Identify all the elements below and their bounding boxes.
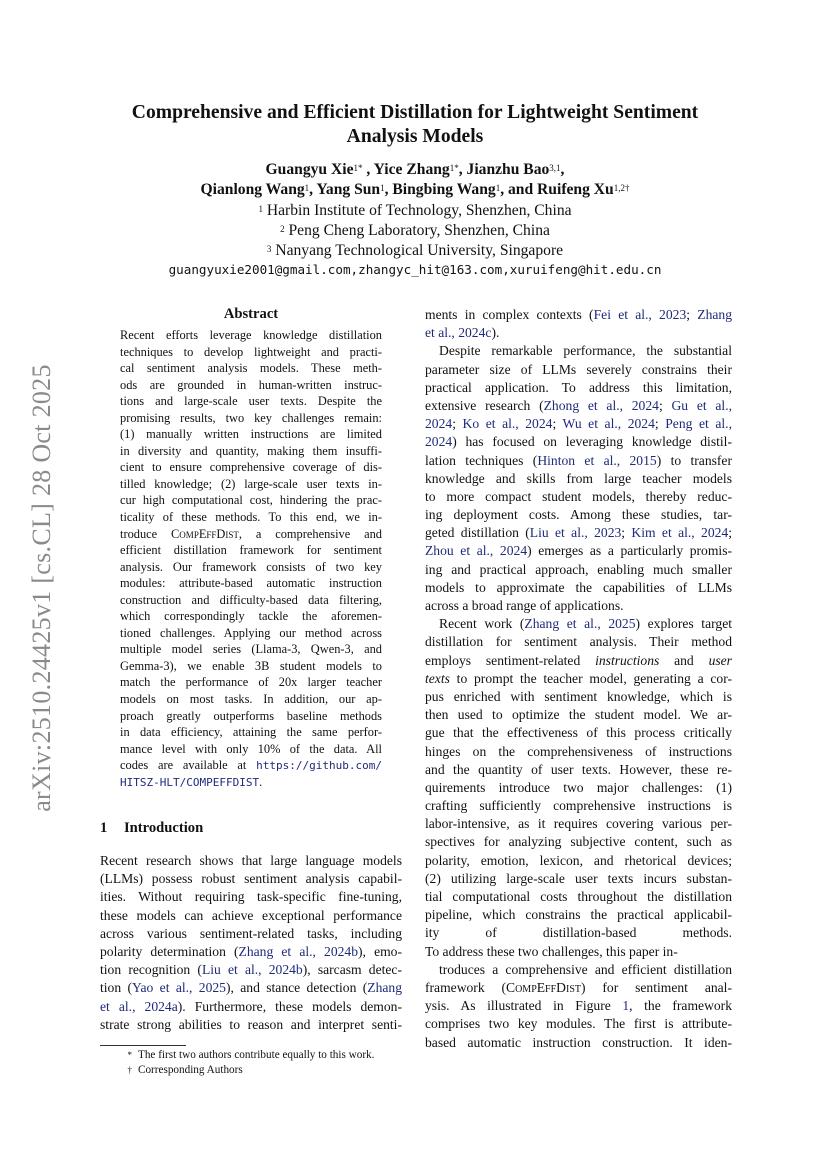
text-line (120, 592, 382, 609)
text-line (120, 641, 382, 658)
text-line (425, 852, 732, 870)
text-run: tion recognition ( (100, 962, 202, 978)
author-sep: , (560, 161, 565, 178)
footnote-text: The first two authors contribute equally to this work. (138, 1049, 375, 1061)
arxiv-stamp (22, 345, 62, 830)
text-line (425, 870, 732, 888)
text-line (100, 870, 402, 888)
footnote-rule (100, 1045, 186, 1046)
text-run: framework ( (425, 979, 507, 995)
text-line (120, 674, 382, 691)
text-run: analysis. Our framework consists of two key (120, 559, 382, 574)
section-title: Introduction (124, 820, 204, 836)
text-run: tial computational costs throughout the distillation (425, 889, 732, 904)
text-run: labor-intensive, as it requires covering various per- (425, 816, 732, 832)
method-name: CompEffDist (171, 526, 239, 541)
text-line (425, 633, 732, 651)
text-line (120, 526, 382, 543)
text-run: in diversity and quantity, making them insuffi- (120, 443, 382, 458)
citation-link[interactable]: Zhou et al., 2024 (425, 543, 528, 559)
citation-link[interactable]: Hinton et al., 2015 (537, 452, 657, 468)
text-line (120, 708, 382, 725)
text-run: crafting sufficiently comprehensive instructions is (425, 798, 732, 814)
text-run: polarity determination ( (100, 943, 239, 959)
text-line (120, 625, 382, 642)
abstract-body (120, 327, 382, 790)
text-line (120, 344, 382, 361)
text-run: tioned challenges. Applying our method across (120, 625, 382, 640)
text-run: ing and practical approach, enabling much smaller (425, 561, 732, 577)
text-run: polarity, emotion, lexicon, and rhetorical devices; (425, 852, 732, 868)
text-run: quirements introduce two major challenges: (1) (425, 779, 732, 795)
text-run: cal sentiment analysis models. These meth- (120, 361, 382, 376)
text-run: which correspondingly tackle the aforemen- (120, 609, 382, 624)
paper-title (100, 101, 730, 149)
text-line (425, 924, 732, 942)
text-line (120, 757, 382, 774)
text-run: ), sarcasm detec- (302, 962, 402, 978)
text-run: ; (686, 307, 698, 322)
author-line (100, 180, 730, 200)
text-line (120, 492, 382, 509)
author-list (100, 160, 730, 200)
text-line (425, 1034, 732, 1052)
author-sep: , (384, 181, 393, 198)
footnote (100, 1048, 402, 1063)
text-run: ; (621, 525, 632, 541)
text-run: these models can achieve exceptional performance (100, 907, 402, 923)
text-run: across a broad range of applications. (425, 598, 624, 613)
affiliation-mark: 1 (258, 204, 263, 214)
citation-link[interactable]: Zhang (697, 307, 732, 322)
citation-link[interactable]: Zhang (367, 980, 402, 996)
citation-link[interactable]: Liu et al., 2023 (529, 525, 622, 541)
text-run: proach greatly outperforms baseline methods (120, 708, 382, 723)
citation-link[interactable]: et al., 2024a (100, 998, 178, 1014)
emphasis: instructions (595, 652, 660, 668)
text-line (425, 433, 732, 451)
text-line (120, 741, 382, 758)
text-run: cient to ensure comprehensive coverage of dis- (120, 460, 382, 475)
text-run: Gemma-3), we enable 3B student models to (120, 658, 382, 673)
author-name: Guangyu Xie (265, 161, 354, 178)
text-run: (LLMs) possess robust sentiment analysis capabil- (100, 871, 402, 887)
text-line (425, 506, 732, 524)
text-run: construction and difficulty-based data filtering, (120, 592, 382, 607)
text-run: employs sentiment-related (425, 652, 596, 668)
text-line (425, 397, 732, 415)
text-line (120, 476, 382, 493)
text-line (425, 470, 732, 488)
affiliation-name: Peng Cheng Laboratory, Shenzhen, China (288, 222, 550, 240)
text-line (100, 907, 402, 925)
text-line (120, 724, 382, 741)
text-line (425, 779, 732, 797)
text-line (120, 691, 382, 708)
author-affil-mark: 1 (304, 183, 310, 193)
text-line (100, 998, 402, 1016)
author-name: Bingbing Wang (392, 181, 496, 198)
text-run: ). Furthermore, these models demon- (177, 998, 403, 1014)
text-run: codes are available at (120, 758, 257, 773)
text-run: ) explores target (635, 616, 732, 632)
text-line (425, 1015, 732, 1033)
text-line (425, 943, 732, 961)
text-line (425, 488, 732, 506)
text-line (425, 306, 732, 324)
citation-link[interactable]: Wu et al., 2024 (562, 416, 655, 432)
text-line (120, 393, 382, 410)
affiliation-mark: 2 (280, 224, 285, 235)
code-url-link[interactable]: https://github.com/ (256, 759, 382, 773)
emphasis: texts (425, 670, 450, 686)
citation-link[interactable]: Zhong et al., 2024 (543, 397, 659, 413)
citation-link[interactable]: 2024 (425, 434, 453, 450)
text-run: pus enriched with sentiment knowledge, which is (425, 688, 732, 704)
text-run: multiple model series (Llama-3, Qwen-3, and (120, 642, 382, 657)
affiliations (100, 201, 730, 262)
text-run: match the performance of 20x larger teacher (120, 675, 382, 690)
author-name: Yang Sun (316, 181, 381, 198)
citation-link[interactable]: 1 (622, 998, 630, 1014)
author-affil-mark: 1,2† (613, 183, 630, 193)
text-run: spectives for analyzing subjective content, such as (425, 834, 732, 850)
text-run: gue that the effectiveness of this process critically (425, 725, 732, 741)
affiliation (100, 241, 730, 261)
text-run: ; (552, 416, 563, 432)
text-run: based automatic instruction construction. It iden- (425, 1034, 732, 1050)
text-line (425, 561, 732, 579)
text-line (100, 852, 402, 870)
text-run: pipeline, which constrains the practical applicabil- (425, 907, 732, 923)
author-line (100, 160, 730, 180)
text-run: tion ( (100, 980, 133, 996)
text-line (120, 542, 382, 559)
affiliation (100, 201, 730, 221)
title-line: Analysis Models (346, 126, 484, 147)
text-line (425, 688, 732, 706)
text-line (100, 961, 402, 979)
author-sep: , (366, 161, 374, 178)
text-run: lation techniques ( (425, 452, 538, 468)
affiliation (100, 221, 730, 241)
text-run: efficient distillation framework for sentiment (120, 543, 382, 558)
text-run: Despite remarkable performance, the substantial (439, 343, 732, 359)
text-run: , a comprehensive and (238, 526, 382, 541)
text-line (425, 833, 732, 851)
text-line (100, 1016, 402, 1034)
text-line (425, 597, 732, 615)
text-run: ), and stance detection ( (225, 980, 368, 996)
text-line (425, 652, 732, 670)
footnote (100, 1063, 402, 1078)
text-run: , the framework (629, 998, 733, 1014)
text-run: and (659, 652, 709, 668)
citation-link[interactable]: Kim et al., 2024 (631, 525, 729, 541)
text-line (425, 452, 732, 470)
text-run: distillation for sentiment analysis. Their method (425, 634, 732, 650)
author-affil-mark: 1 (495, 183, 501, 193)
emphasis: user (708, 652, 732, 668)
text-run: troduce (120, 526, 172, 541)
citation-link[interactable]: Zhang et al., 2024b (238, 943, 359, 959)
text-line (120, 459, 382, 476)
text-run: troduces a comprehensive and efficient distillation (439, 961, 732, 977)
author-affil-mark: 1 (380, 183, 385, 193)
author-affil-mark: 1* (353, 163, 363, 173)
text-run: ; (452, 416, 463, 432)
text-run: To address these two challenges, this paper in- (425, 943, 678, 959)
abstract-heading: Abstract (223, 306, 279, 322)
text-run: ; (658, 397, 672, 413)
text-run: ). (491, 325, 500, 341)
text-run: models on most tasks. In addition, our ap- (120, 692, 382, 707)
text-run: Recent efforts leverage knowledge distillation (120, 328, 382, 342)
footnote-mark: * (127, 1050, 132, 1060)
text-run: (2) utilizing large-scale user texts incurs substan- (425, 870, 732, 886)
text-run: techniques to develop lightweight and practi- (120, 344, 382, 359)
citation-link[interactable]: Peng et al., (665, 416, 732, 432)
text-run: ity of distillation-based methods. (425, 925, 732, 941)
citation-link[interactable]: Gu et al., (671, 397, 732, 413)
affiliation-name: Nanyang Technological University, Singapore (275, 242, 564, 260)
text-line (425, 797, 732, 815)
text-line (425, 724, 732, 742)
text-run: tions and large-scale user texts. Despite the (120, 394, 382, 409)
text-run: ing deployment costs. Among these studies, tar- (425, 507, 732, 523)
text-run: cur high computational cost, hindering the prac- (120, 493, 382, 508)
text-run: hinges on the comprehensiveness of instructions (425, 743, 732, 759)
title-line: Comprehensive and Efficient Distillation for Lightweight Sentiment (131, 102, 699, 123)
section-heading-introduction (100, 820, 203, 837)
text-run: tilled knowledge; (2) large-scale user texts in- (120, 476, 382, 491)
text-line (120, 575, 382, 592)
text-line (100, 888, 402, 906)
author-sep: , (458, 161, 467, 178)
code-url-link[interactable]: HITSZ-HLT/COMPEFFDIST (120, 775, 260, 789)
method-name: CompEffDist (506, 979, 582, 995)
text-run: in data efficiency, attaining the same perfor- (120, 725, 382, 740)
text-line (120, 658, 382, 675)
text-line (120, 608, 382, 625)
text-run: ) emerges as a particularly promis- (527, 543, 733, 559)
text-run: practical application. To address this limitation, (425, 379, 732, 395)
text-line (425, 379, 732, 397)
text-line (425, 906, 732, 924)
footnote-text: Corresponding Authors (138, 1064, 243, 1076)
author-name: Jianzhu Bao (466, 161, 550, 178)
text-run: and the quantity of user texts. However, these re- (425, 761, 732, 777)
text-run: promising results, two key challenges remain: (120, 410, 382, 425)
text-run: extensive research ( (425, 397, 544, 413)
text-run: Recent work ( (439, 616, 525, 632)
citation-link[interactable]: Ko et al., 2024 (462, 416, 553, 432)
intro-left-column (100, 852, 402, 1034)
text-line (425, 743, 732, 761)
text-line (120, 410, 382, 427)
text-line (120, 559, 382, 576)
text-run: ) has focused on leveraging knowledge distil- (452, 434, 732, 450)
text-run: . (259, 774, 263, 789)
text-run: ) for sentiment anal- (581, 979, 732, 995)
text-line (425, 524, 732, 542)
text-run: ysis. As illustrated in Figure (425, 998, 623, 1014)
text-line (100, 943, 402, 961)
text-run: ; (654, 416, 666, 432)
text-line (120, 360, 382, 377)
text-run: ods are grounded in human-written instruc- (120, 377, 382, 392)
text-line (425, 579, 732, 597)
text-line (120, 377, 382, 394)
text-run: modules: attribute-based automatic instruction (120, 576, 382, 591)
text-run: Recent research shows that large language models (100, 853, 402, 868)
text-run: across various sentiment-related tasks, including (100, 925, 402, 941)
citation-link[interactable]: Liu et al., 2024b (201, 962, 303, 978)
text-line (120, 426, 382, 443)
text-line (100, 979, 402, 997)
author-sep: , (309, 181, 317, 198)
text-run: models to approximate the capabilities of LLMs (425, 579, 732, 595)
citation-link[interactable]: 2024 (425, 416, 453, 432)
text-line (425, 615, 732, 633)
text-run: parameter size of LLMs severely constrains their (425, 361, 732, 377)
text-line (425, 670, 732, 688)
text-line (425, 542, 732, 560)
text-line (425, 997, 732, 1015)
text-run: ities. Without requiring task-specific fine-tuning, (100, 889, 402, 905)
text-line (120, 327, 382, 344)
text-run: ), emo- (358, 943, 403, 959)
text-line (100, 925, 402, 943)
text-line (425, 706, 732, 724)
text-line (425, 324, 732, 342)
author-name: Yice Zhang (373, 161, 450, 178)
author-affil-mark: 3,1 (549, 163, 561, 173)
text-line (120, 509, 382, 526)
intro-right-column (425, 306, 732, 1052)
arxiv-stamp-text: arXiv:2510.24425v1 [cs.CL] 28 Oct 2025 (27, 363, 56, 812)
text-run: ments in complex contexts ( (425, 307, 594, 322)
footnote-mark: † (127, 1065, 132, 1075)
text-run: mance level with only 10% of the data. All (120, 741, 382, 756)
footnotes (100, 1048, 402, 1078)
text-run: then used to optimize the student model. We ar- (425, 707, 732, 723)
text-line (120, 443, 382, 460)
author-sep: , and (500, 181, 538, 198)
text-run: to prompt the teacher model, generating a cor- (449, 670, 732, 686)
text-run: strate strong abilities to reason and interpret senti- (100, 1016, 402, 1032)
text-line (425, 415, 732, 433)
text-run: (1) manually written instructions are limited (120, 427, 382, 442)
text-run: comprises two key modules. The first is attribute- (425, 1016, 732, 1032)
affiliation-mark: 3 (266, 244, 272, 255)
author-name: Qianlong Wang (200, 181, 305, 198)
text-run: to more compact student models, thereby reduc- (425, 488, 732, 504)
text-line (425, 888, 732, 906)
citation-link[interactable]: et al., 2024c (425, 325, 492, 341)
text-line (425, 361, 732, 379)
citation-link[interactable]: Fei et al., 2023 (593, 307, 687, 322)
text-run: ticality of these methods. To this end, we in- (120, 510, 382, 525)
text-line (425, 815, 732, 833)
citation-link[interactable]: Yao et al., 2025 (132, 980, 226, 996)
text-line (425, 979, 732, 997)
affiliation-name: Harbin Institute of Technology, Shenzhen, China (266, 202, 572, 219)
author-name: Ruifeng Xu (537, 181, 614, 198)
section-number: 1 (100, 820, 108, 836)
text-line (425, 342, 732, 360)
text-line (425, 761, 732, 779)
text-run: knowledge and skills from large teacher models (425, 470, 732, 486)
author-affil-mark: 1* (449, 163, 459, 173)
text-run: ) to transfer (656, 452, 732, 468)
author-emails: guangyuxie2001@gmail.com,zhangyc_hit@163.com,xuruifeng@hit.edu.cn (168, 262, 662, 277)
text-line (425, 961, 732, 979)
text-run: ; (728, 525, 732, 541)
citation-link[interactable]: Zhang et al., 2025 (524, 616, 636, 632)
text-line (120, 774, 382, 791)
text-run: geted distillation ( (425, 525, 530, 541)
